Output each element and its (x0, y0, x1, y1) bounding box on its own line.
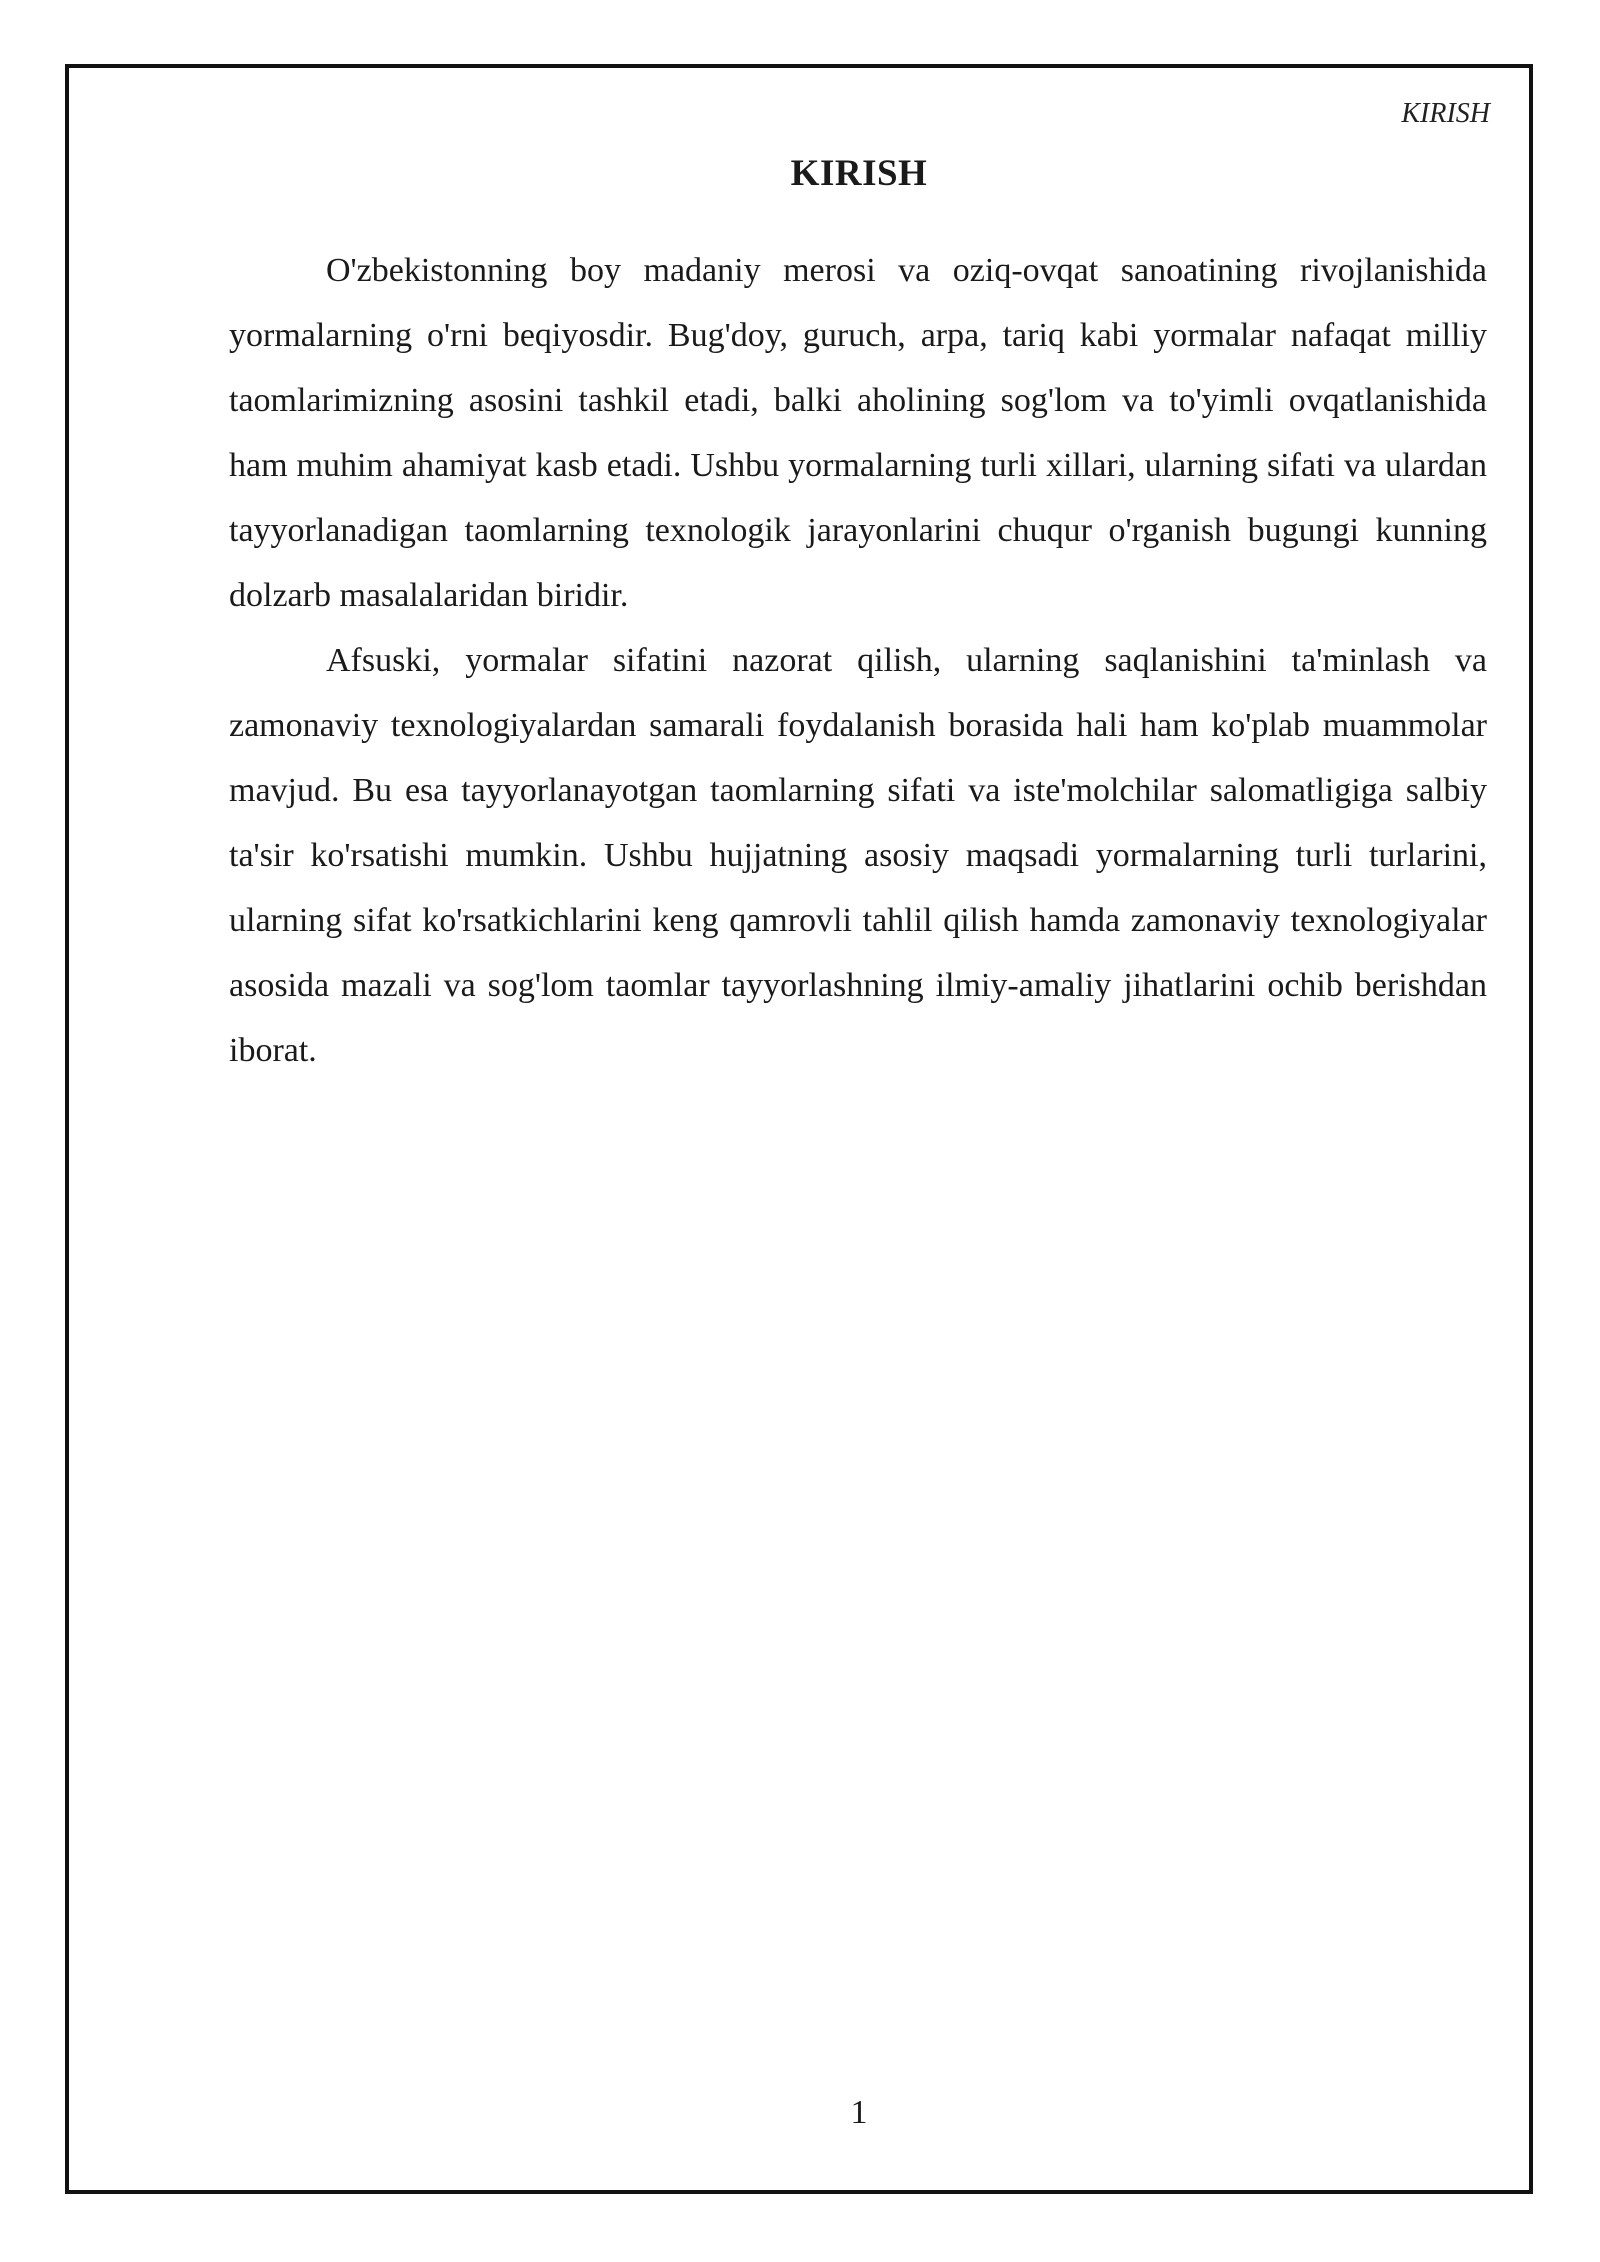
paragraph-1: O'zbekistonning boy madaniy merosi va oziq-ovqat sanoatining rivojlanishida yormalarning o'rni beqiyosdir. Bug'doy, guruch, arpa, tariq kabi yormalar nafaqat milliy taomlarimizning asosini tashkil etadi, balki aholining sog'lom va to'yimli ovqatlanishida ham muhim ahamiyat kasb etadi. Ushbu yormalarning turli xillari, ularning sifati va ulardan tayyorlanadigan taomlarning texnologik jarayonlarini chuqur o'rganish bugungi kunning dolzarb masalalaridan biridir. (229, 252, 1487, 614)
section-title: KIRISH (790, 153, 928, 194)
page-number: 1 (850, 2094, 868, 2131)
body-text (229, 238, 1487, 1083)
running-header: KIRISH (1401, 98, 1490, 129)
paragraph-2: Afsuski, yormalar sifatini nazorat qilish, ularning saqlanishini ta'minlash va zamonaviy texnologiyalardan samarali foydalanish borasida hali ham ko'plab muammolar mavjud. Bu esa tayyorlanayotgan taomlarning sifati va iste'molchilar salomatligiga salbiy ta'sir ko'rsatishi mumkin. Ushbu hujjatning asosiy maqsadi yormalarning turli turlarini, ularning sifat ko'rsatkichlarini keng qamrovli tahlil qilish hamda zamonaviy texnologiyalar asosida mazali va sog'lom taomlar tayyorlashning ilmiy-amaliy jihatlarini ochib berishdan iborat. (229, 642, 1487, 1069)
